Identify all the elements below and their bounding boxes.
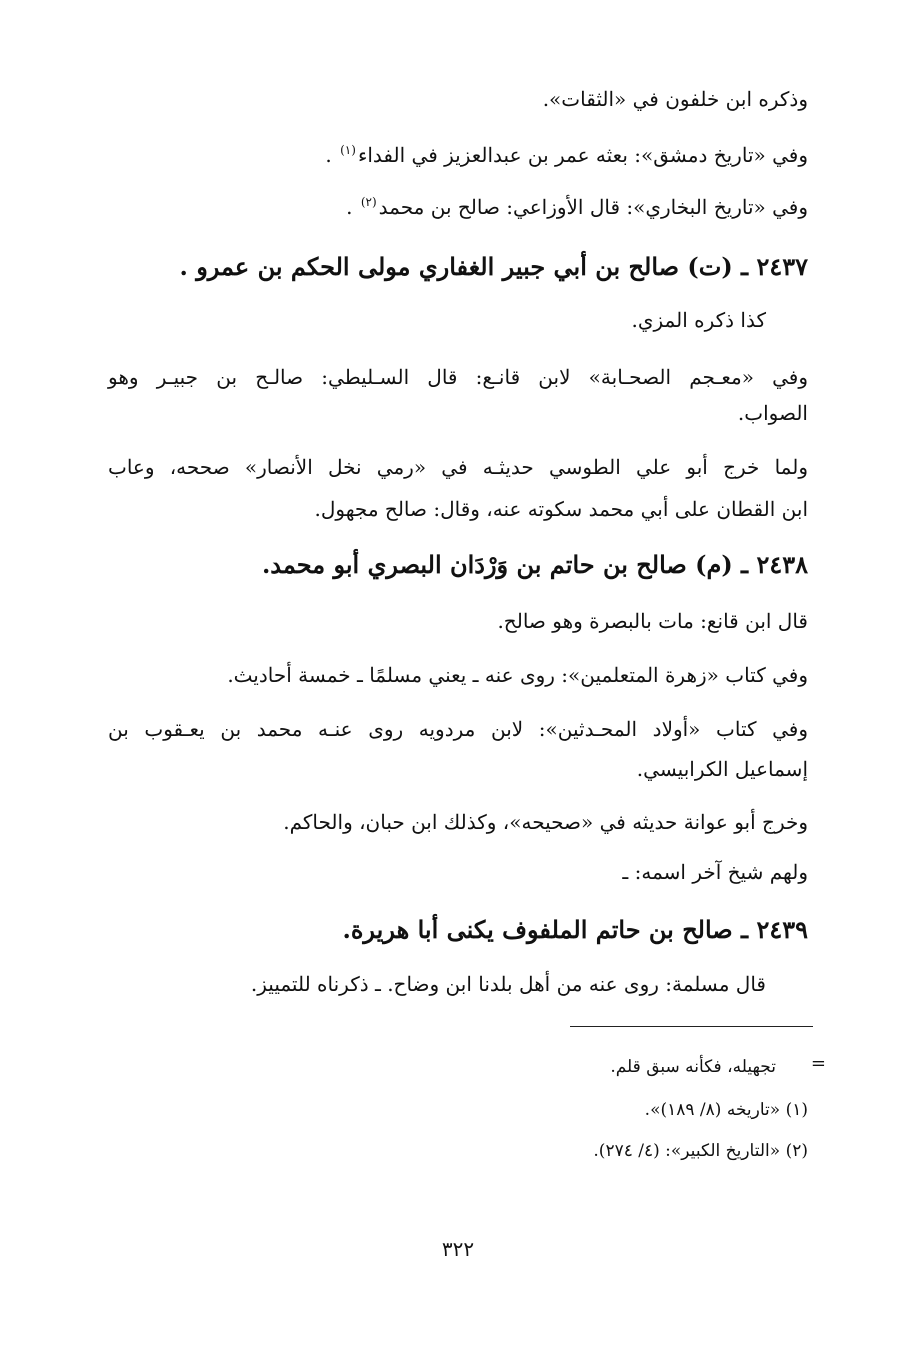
- text-line: ولهم شيخ آخر اسمه: ـ: [622, 860, 808, 884]
- text-line: كذا ذكره المزي.: [631, 308, 766, 332]
- line-text: وفي «تاريخ دمشق»: بعثه عمر بن عبدالعزيز في الفداء: [357, 143, 808, 167]
- text-line: وذكره ابن خلفون في «الثقات».: [542, 87, 808, 111]
- text-line: ولما خرج أبو علي الطوسي حديثـه في «رمي نخل الأنصار» صححه، وعاب: [108, 455, 808, 479]
- footnote-separator: [570, 1026, 813, 1027]
- text-line: وخرج أبو عوانة حديثه في «صحيحه»، وكذلك ابن حبان، والحاكم.: [283, 810, 808, 834]
- footnote-ref[interactable]: (١): [340, 143, 356, 158]
- text-line: الصواب.: [737, 401, 808, 425]
- line-end: .: [346, 195, 359, 219]
- line-text: وفي «تاريخ البخاري»: قال الأوزاعي: صالح بن محمد: [378, 195, 808, 219]
- line-end: .: [325, 143, 339, 167]
- text-line: وفي كتاب «زهرة المتعلمين»: روى عنه ـ يعني مسلمًا ـ خمسة أحاديث.: [227, 663, 808, 687]
- text-line: إسماعيل الكرابيسي.: [636, 757, 808, 781]
- footnote-ref[interactable]: (٢): [360, 195, 377, 210]
- entry-heading: ٢٤٣٧ ـ (ت) صالح بن أبي جبير الغفاري مولى الحكم بن عمرو .: [179, 252, 808, 281]
- page-number: ٣٢٢: [441, 1237, 475, 1261]
- footnote: (٢) «التاريخ الكبير»: (٤/ ٢٧٤).: [593, 1141, 808, 1161]
- text-line: [108, 138, 808, 172]
- text-line: ابن القطان على أبي محمد سكوته عنه، وقال: صالح مجهول.: [314, 497, 808, 521]
- text-line: وفي كتاب «أولاد المحـدثين»: لابن مردويه روى عنـه محمد بن يعـقوب بن: [108, 717, 808, 741]
- footnote-continuation: تجهيله، فكأنه سبق قلم.: [610, 1057, 776, 1077]
- entry-heading: ٢٤٣٨ ـ (م) صالح بن حاتم بن وَرْدَان البصري أبو محمد.: [261, 550, 808, 579]
- text-line: وفي «معـجم الصحـابة» لابن قانـع: قال السـليطي: صالـح بن جبيـر وهو: [108, 365, 808, 389]
- footnote: (١) «تاريخه (٨/ ١٨٩)».: [644, 1100, 808, 1120]
- text-line: قال مسلمة: روى عنه من أهل بلدنا ابن وضاح. ـ ذكرناه للتمييز.: [250, 972, 766, 996]
- text-line: قال ابن قانع: مات بالبصرة وهو صالح.: [497, 609, 808, 633]
- text-line: [108, 190, 808, 224]
- continuation-mark: =: [810, 1053, 826, 1074]
- entry-heading: ٢٤٣٩ ـ صالح بن حاتم الملفوف يكنى أبا هريرة.: [342, 915, 808, 944]
